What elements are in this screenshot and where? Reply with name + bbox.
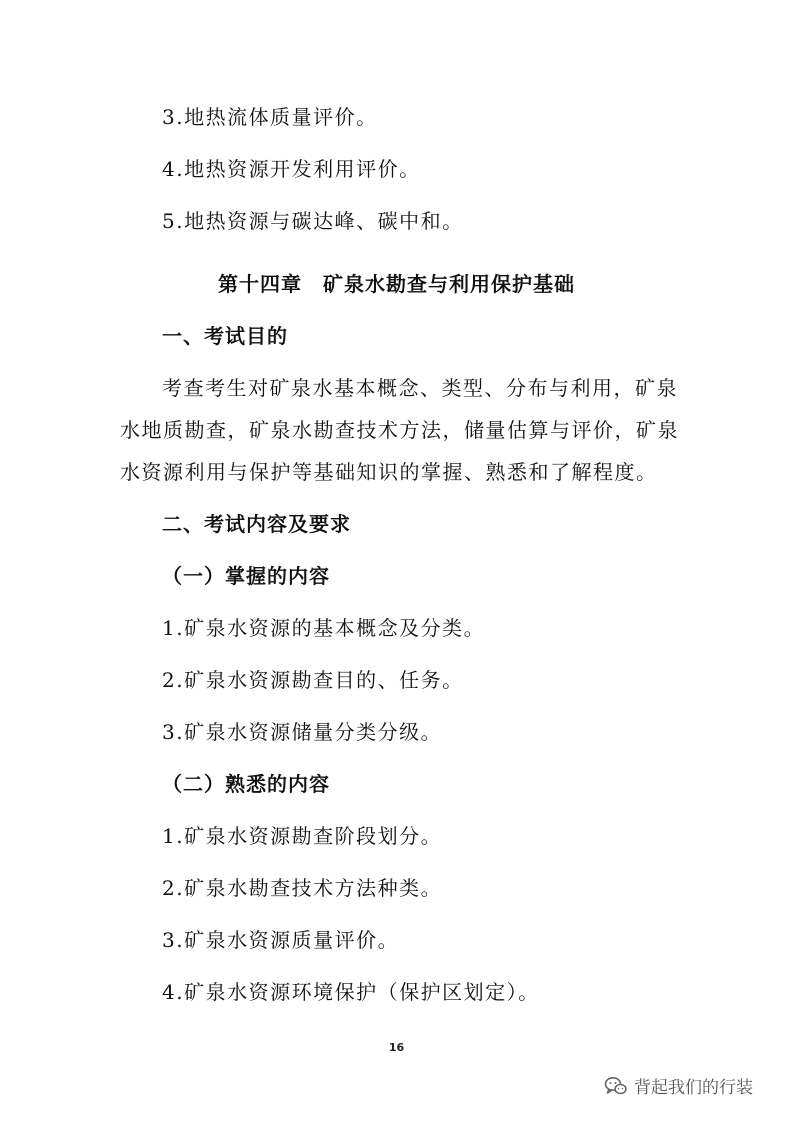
subsection-heading: （二）熟悉的内容	[162, 772, 330, 796]
list-item: 3.矿泉水资源质量评价。	[162, 928, 400, 952]
list-item: 4.地热资源开发利用评价。	[162, 157, 421, 181]
list-item: 2.矿泉水勘查技术方法种类。	[162, 876, 443, 900]
list-item: 2.矿泉水资源勘查目的、任务。	[162, 668, 464, 692]
list-item: 1.矿泉水资源勘查阶段划分。	[162, 824, 443, 848]
list-item: 1.矿泉水资源的基本概念及分类。	[162, 616, 486, 640]
list-item: 5.地热资源与碳达峰、碳中和。	[162, 209, 464, 233]
watermark-text: 背起我们的行装	[634, 1078, 753, 1098]
section-heading: 二、考试内容及要求	[162, 512, 351, 536]
paragraph-line: 考查考生对矿泉水基本概念、类型、分布与利用，矿泉	[162, 376, 678, 400]
paragraph-line: 水资源利用与保护等基础知识的掌握、熟悉和了解程度。	[120, 460, 658, 484]
section-heading: 一、考试目的	[162, 324, 288, 348]
subsection-heading: （一）掌握的内容	[162, 564, 330, 588]
paragraph-line: 水地质勘查，矿泉水勘查技术方法，储量估算与评价，矿泉	[120, 418, 679, 442]
page-number: 16	[388, 1041, 405, 1054]
chapter-title: 第十四章 矿泉水勘查与利用保护基础	[218, 272, 575, 296]
list-item: 4.矿泉水资源环境保护（保护区划定）。	[162, 980, 540, 1004]
list-item: 3.地热流体质量评价。	[162, 105, 378, 129]
watermark	[604, 1073, 753, 1098]
wechat-icon	[604, 1074, 628, 1098]
list-item: 3.矿泉水资源储量分类分级。	[162, 720, 443, 744]
